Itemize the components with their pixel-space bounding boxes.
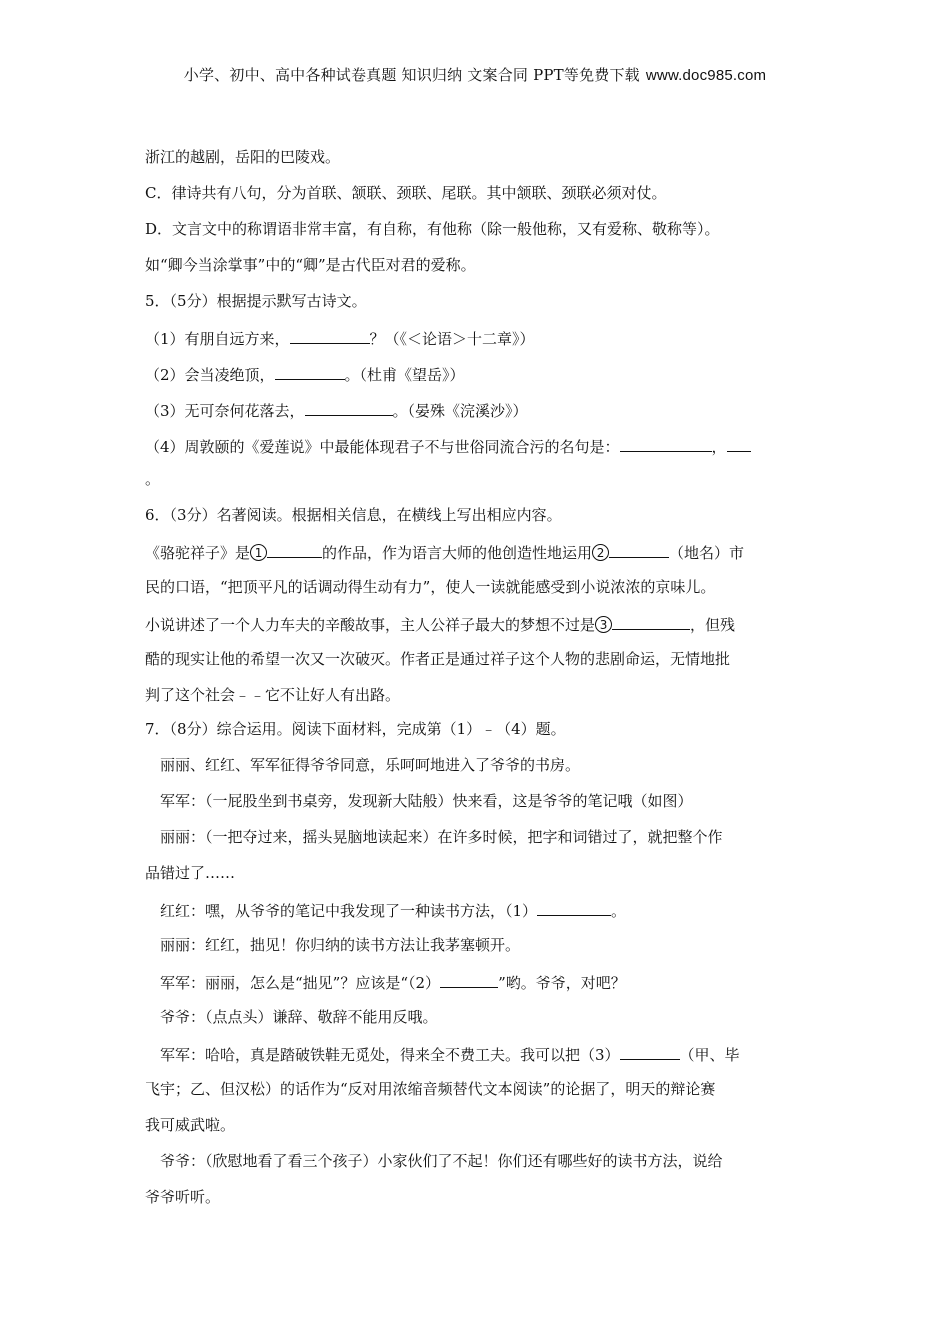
answer-blank[interactable] — [537, 898, 611, 916]
question-5-item-4-end: 。 — [145, 470, 161, 488]
question-6-para: 判了这个社会﹣﹣它不让好人有出路。 — [145, 686, 401, 704]
option-c: C．律诗共有八句，分为首联、颔联、颈联、尾联。其中颔联、颈联必须对仗。 — [145, 184, 667, 202]
question-5-title: 5．（5分）根据提示默写古诗文。 — [145, 292, 367, 310]
dialogue-line: 丽丽、红红、军军征得爷爷同意，乐呵呵地进入了爷爷的书房。 — [160, 756, 581, 774]
dialogue-line: 品错过了…… — [145, 864, 236, 882]
dialogue-line: 丽丽：红红，拙见！你归纳的读书方法让我茅塞顿开。 — [160, 936, 521, 954]
answer-blank[interactable] — [290, 326, 370, 344]
question-5-item-2: （2）会当凌绝顶， 。（杜甫《望岳》） — [145, 362, 810, 384]
dialogue-line: 飞宇；乙、但汉松）的话作为“反对用浓缩音频替代文本阅读”的论据了，明天的辩论赛 — [145, 1080, 716, 1098]
answer-blank[interactable] — [620, 434, 712, 452]
question-6-para: 小说讲述了一个人力车夫的辛酸故事，主人公祥子最大的梦想不过是 3 ，但残 — [145, 612, 810, 634]
dialogue-line: 爷爷：（点点头）谦辞、敬辞不能用反哦。 — [160, 1008, 438, 1026]
circled-number-1: 1 — [250, 544, 267, 561]
question-5-item-3: （3）无可奈何花落去， 。（晏殊《浣溪沙》） — [145, 398, 810, 420]
answer-blank[interactable] — [305, 398, 393, 416]
document-body — [145, 146, 810, 1222]
answer-blank[interactable] — [727, 434, 751, 452]
question-5-item-1: （1）有朋自远方来， ？（《＜论语＞十二章》） — [145, 326, 810, 348]
dialogue-line: 爷爷听听。 — [145, 1188, 221, 1206]
answer-blank[interactable] — [609, 540, 669, 558]
question-6-para: 酷的现实让他的希望一次又一次破灭。作者正是通过祥子这个人物的悲剧命运，无情地批 — [145, 650, 731, 668]
dialogue-line: 军军：丽丽，怎么是“拙见”？应该是“（2） ”哟。爷爷，对吧？ — [145, 970, 810, 992]
circled-number-2: 2 — [592, 544, 609, 561]
dialogue-line: 爷爷：（欣慰地看了看三个孩子）小家伙们了不起！你们还有哪些好的读书方法，说给 — [160, 1152, 723, 1170]
circled-number-3: 3 — [595, 616, 612, 633]
question-6-para: 《骆驼祥子》是 1 的作品，作为语言大师的他创造性地运用 2 （地名）市 — [145, 540, 810, 562]
question-7-title: 7．（8分）综合运用。阅读下面材料，完成第（1）﹣（4）题。 — [145, 720, 566, 738]
dialogue-line: 丽丽：（一把夺过来，摇头晃脑地读起来）在许多时候，把字和词错过了，就把整个作 — [160, 828, 723, 846]
text-line: 如“卿今当涂掌事”中的“卿”是古代臣对君的爱称。 — [145, 256, 476, 274]
text-line: 浙江的越剧，岳阳的巴陵戏。 — [145, 148, 341, 166]
answer-blank[interactable] — [267, 540, 322, 558]
dialogue-line: 我可威武啦。 — [145, 1116, 236, 1134]
header-site-link[interactable]: www.doc985.com — [645, 67, 767, 84]
question-6-title: 6．（3分）名著阅读。根据相关信息，在横线上写出相应内容。 — [145, 506, 562, 524]
header-text: 小学、初中、高中各种试卷真题 知识归纳 文案合同 PPT等免费下载 — [183, 66, 640, 84]
question-5-item-4: （4）周敦颐的《爱莲说》中最能体现君子不与世俗同流合污的名句是： ， — [145, 434, 810, 456]
answer-blank[interactable] — [612, 612, 690, 630]
page-header — [0, 64, 950, 85]
answer-blank[interactable] — [620, 1042, 680, 1060]
question-6-para: 民的口语，“把顶平凡的话调动得生动有力”，使人一读就能感受到小说浓浓的京味儿。 — [145, 578, 716, 596]
option-d: D．文言文中的称谓语非常丰富，有自称，有他称（除一般他称，又有爱称、敬称等）。 — [145, 220, 720, 238]
answer-blank[interactable] — [440, 970, 498, 988]
answer-blank[interactable] — [275, 362, 345, 380]
dialogue-line: 红红：嘿，从爷爷的笔记中我发现了一种读书方法，（1） 。 — [145, 898, 810, 920]
dialogue-line: 军军：哈哈，真是踏破铁鞋无觅处，得来全不费工夫。我可以把（3） （甲、毕 — [145, 1042, 810, 1064]
dialogue-line: 军军：（一屁股坐到书桌旁，发现新大陆般）快来看，这是爷爷的笔记哦（如图） — [160, 792, 693, 810]
